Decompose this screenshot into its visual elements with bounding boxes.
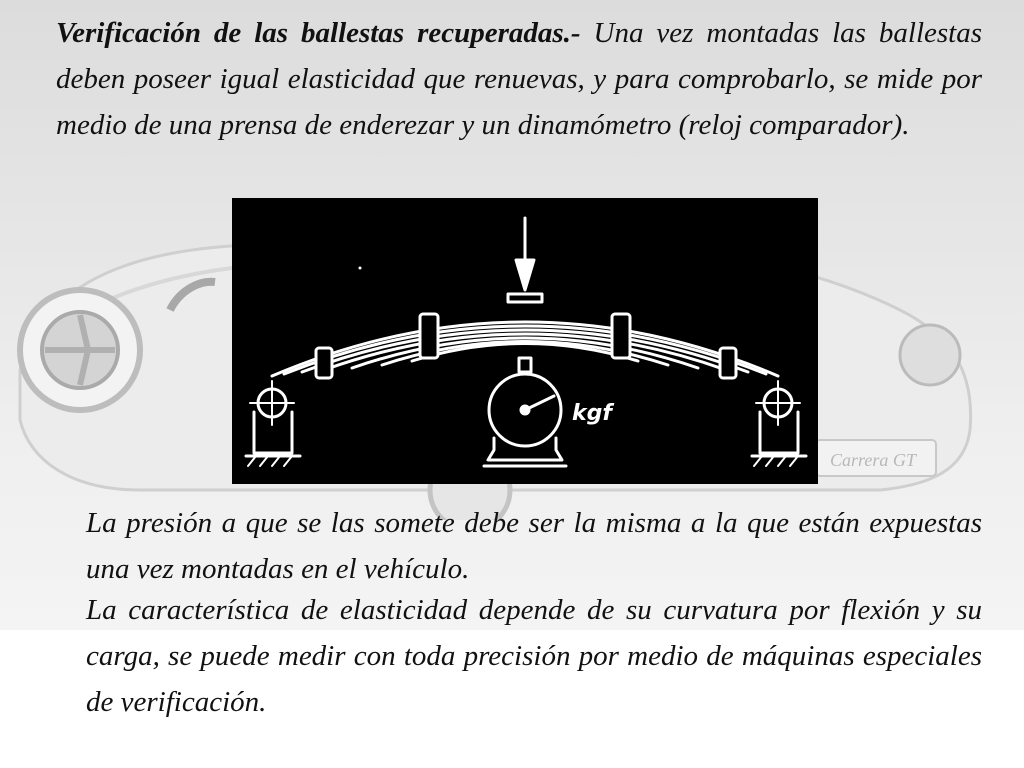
spring-clamp-right-outer [720, 348, 736, 378]
car-badge-text: Carrera GT [830, 450, 916, 470]
gauge-unit-label: kgf [572, 401, 612, 426]
dynamometer-gauge [484, 358, 566, 466]
spring-clamp-left-inner [420, 314, 438, 358]
press-pad [508, 294, 542, 302]
spring-clamp-right-inner [612, 314, 630, 358]
elasticity-paragraph: La característica de elasticidad depende de su curvatura por flexión y su carga, se puede medir con toda precisión por medio de máquinas especiales de verificación. [86, 594, 982, 718]
intro-paragraph [56, 10, 982, 148]
leaf-spring-test-diagram [232, 198, 818, 484]
intro-text: Una vez montadas las ballestas deben poseer igual elasticidad que renuevas, y para comprobarlo, se mide por medio de una prensa de enderezar y un dinamómetro (reloj comparador). [56, 17, 983, 141]
right-support [752, 381, 806, 466]
left-support [246, 381, 300, 466]
leaf-spring-stack [272, 322, 778, 376]
section-heading: Verificación de las ballestas recuperadas.- [56, 17, 581, 49]
load-arrow-head [516, 260, 534, 290]
spring-clamp-left-outer [316, 348, 332, 378]
pressure-paragraph: La presión a que se las somete debe ser la misma a la que están expuestas una vez montadas en el vehículo. [86, 507, 982, 585]
